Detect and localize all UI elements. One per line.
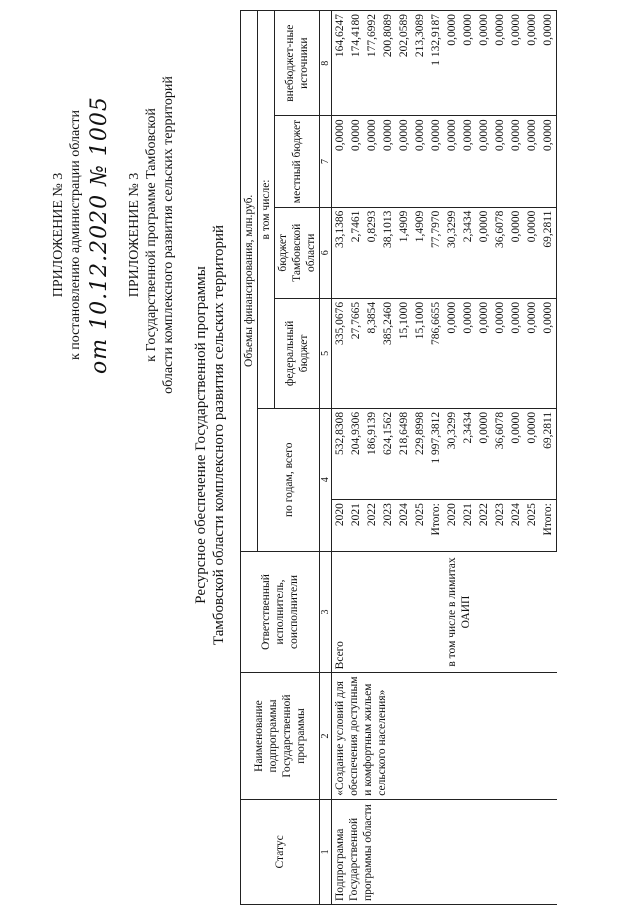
program-line-2: области комплексного развития сельских территорий (161, 76, 176, 394)
federal-cell: 0,0000 (492, 298, 508, 408)
total-cell: 2,3434 (460, 408, 476, 499)
regional-cell: 1,4909 (396, 207, 412, 298)
federal-cell: 15,1000 (412, 298, 428, 408)
year-cell: 2022 (364, 500, 380, 551)
header-funding: Объемы финансирования, млн.руб. (241, 11, 258, 552)
year-cell: 2021 (460, 500, 476, 551)
title-line-1: Ресурсное обеспечение Государственной программы (193, 266, 209, 604)
column-number: 8 (320, 11, 332, 116)
header-offbudget: внебюджет-ные источники (275, 11, 320, 116)
federal-cell: 0,0000 (444, 298, 460, 408)
local-cell: 0,0000 (380, 116, 396, 207)
offbudget-cell: 0,0000 (508, 11, 524, 116)
total-cell: 218,6498 (396, 408, 412, 499)
appendix-title-2: ПРИЛОЖЕНИЕ № 3 (127, 172, 142, 298)
year-cell: 2023 (492, 500, 508, 551)
local-cell: 0,0000 (444, 116, 460, 207)
offbudget-cell: 0,0000 (540, 11, 557, 116)
title-line-2: Тамбовской области комплексного развития сельских территорий (211, 224, 227, 646)
column-number: 3 (320, 551, 332, 673)
header-subprogram: Наименование подпрограммы Государственной программы (241, 673, 320, 799)
year-cell: Итого: (428, 500, 444, 551)
regional-cell: 36,6078 (492, 207, 508, 298)
table-body (332, 11, 557, 905)
column-number: 1 (320, 799, 332, 904)
local-cell: 0,0000 (428, 116, 444, 207)
local-cell: 0,0000 (332, 116, 349, 207)
total-cell: 30,3299 (444, 408, 460, 499)
document-title (192, 115, 228, 755)
column-number: 5 (320, 298, 332, 408)
appendix-title: ПРИЛОЖЕНИЕ № 3 (51, 172, 66, 298)
federal-cell: 27,7665 (348, 298, 364, 408)
regional-cell: 33,1386 (332, 207, 349, 298)
regional-cell: 0,0000 (476, 207, 492, 298)
federal-cell: 0,0000 (476, 298, 492, 408)
federal-cell: 335,0676 (332, 298, 349, 408)
federal-cell: 15,1000 (396, 298, 412, 408)
regional-cell: 0,8293 (364, 207, 380, 298)
status-cell: Подпрограмма Государственной программы области (332, 799, 557, 904)
column-number: 6 (320, 207, 332, 298)
header-federal: федеральный бюджет (275, 298, 320, 408)
offbudget-cell: 213,3089 (412, 11, 428, 116)
header-executor: Ответственный исполнитель, соисполнители (241, 551, 320, 673)
federal-cell: 8,3854 (364, 298, 380, 408)
year-cell: 2022 (476, 500, 492, 551)
year-cell: 2025 (412, 500, 428, 551)
regional-cell: 2,7461 (348, 207, 364, 298)
federal-cell: 385,2460 (380, 298, 396, 408)
year-cell: 2023 (380, 500, 396, 551)
column-number: 4 (320, 408, 332, 551)
total-cell: 532,8308 (332, 408, 349, 499)
year-cell: 2024 (396, 500, 412, 551)
total-cell: 186,9139 (364, 408, 380, 499)
offbudget-cell: 174,4180 (348, 11, 364, 116)
regional-cell: 69,2811 (540, 207, 557, 298)
funding-table (240, 10, 557, 905)
regional-cell: 38,1013 (380, 207, 396, 298)
local-cell: 0,0000 (476, 116, 492, 207)
offbudget-cell: 0,0000 (524, 11, 540, 116)
header-status: Статус (241, 799, 320, 904)
regional-cell: 0,0000 (508, 207, 524, 298)
total-cell: 1 997,3812 (428, 408, 444, 499)
total-cell: 0,0000 (508, 408, 524, 499)
regional-cell: 2,3434 (460, 207, 476, 298)
regional-cell: 0,0000 (524, 207, 540, 298)
local-cell: 0,0000 (348, 116, 364, 207)
total-cell: 0,0000 (524, 408, 540, 499)
header-including: в том числе: (258, 11, 275, 409)
year-cell: 2024 (508, 500, 524, 551)
executor-cell: Всего (332, 551, 445, 673)
subprogram-cell: «Создание условий для обеспечения доступным и комфортным жильем сельского населения» (332, 673, 557, 799)
total-cell: 0,0000 (476, 408, 492, 499)
offbudget-cell: 1 132,9187 (428, 11, 444, 116)
handwritten-date-number: от 10.12.2020 № 1005 (87, 96, 112, 374)
total-cell: 69,2811 (540, 408, 557, 499)
local-cell: 0,0000 (540, 116, 557, 207)
offbudget-cell: 0,0000 (444, 11, 460, 116)
regional-cell: 30,3299 (444, 207, 460, 298)
year-cell: 2021 (348, 500, 364, 551)
total-cell: 204,9306 (348, 408, 364, 499)
local-cell: 0,0000 (460, 116, 476, 207)
year-cell: 2020 (332, 500, 349, 551)
federal-cell: 0,0000 (508, 298, 524, 408)
appendix-header (50, 45, 177, 425)
local-cell: 0,0000 (492, 116, 508, 207)
executor-cell: в том числе в лимитах ОАИП (444, 551, 557, 673)
offbudget-cell: 0,0000 (476, 11, 492, 116)
regional-cell: 77,7970 (428, 207, 444, 298)
federal-cell: 0,0000 (460, 298, 476, 408)
local-cell: 0,0000 (524, 116, 540, 207)
year-cell: Итого: (540, 500, 557, 551)
decree-line: к постановлению администрации области (68, 109, 83, 361)
offbudget-cell: 164,6247 (332, 11, 349, 116)
offbudget-cell: 0,0000 (492, 11, 508, 116)
regional-cell: 1,4909 (412, 207, 428, 298)
header-regional: бюджет Тамбовской области (275, 207, 320, 298)
total-cell: 624,1562 (380, 408, 396, 499)
federal-cell: 786,6655 (428, 298, 444, 408)
total-cell: 229,8998 (412, 408, 428, 499)
year-cell: 2025 (524, 500, 540, 551)
header-by-years: по годам, всего (258, 408, 320, 551)
federal-cell: 0,0000 (540, 298, 557, 408)
total-cell: 36,6078 (492, 408, 508, 499)
offbudget-cell: 200,8089 (380, 11, 396, 116)
program-line-1: к Государственной программе Тамбовской (144, 108, 159, 362)
column-number: 7 (320, 116, 332, 207)
column-number: 2 (320, 673, 332, 799)
header-local: местный бюджет (275, 116, 320, 207)
table-row (332, 11, 349, 905)
local-cell: 0,0000 (396, 116, 412, 207)
federal-cell: 0,0000 (524, 298, 540, 408)
offbudget-cell: 202,0589 (396, 11, 412, 116)
offbudget-cell: 0,0000 (460, 11, 476, 116)
year-cell: 2020 (444, 500, 460, 551)
offbudget-cell: 177,6992 (364, 11, 380, 116)
local-cell: 0,0000 (508, 116, 524, 207)
local-cell: 0,0000 (412, 116, 428, 207)
local-cell: 0,0000 (364, 116, 380, 207)
